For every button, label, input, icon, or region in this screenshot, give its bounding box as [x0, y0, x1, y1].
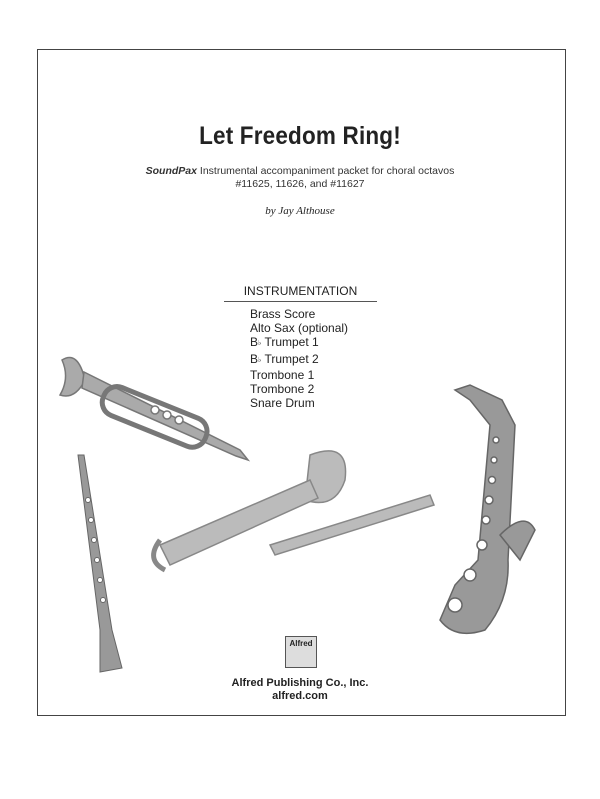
publisher-name: Alfred Publishing Co., Inc.	[231, 677, 369, 689]
flat-symbol: ♭	[258, 356, 262, 364]
instrument-label: Trumpet 1	[261, 335, 319, 350]
brand-name: SoundPax	[145, 165, 197, 177]
publisher-url[interactable]: alfred.com	[272, 690, 328, 702]
logo-text: Alfred	[289, 639, 313, 648]
instrument-label: Trombone 1	[250, 367, 315, 382]
saxophone-icon	[440, 385, 535, 633]
flat-symbol: ♭	[258, 340, 262, 348]
clarinet-icon	[78, 455, 122, 672]
alfred-logo	[285, 636, 317, 668]
key-prefix: B	[250, 335, 259, 350]
instrument-label: Snare Drum	[250, 396, 315, 411]
instrument-label: Trumpet 2	[261, 351, 319, 366]
page-title: Let Freedom Ring!	[199, 122, 401, 150]
instrument-label: Trombone 2	[250, 382, 315, 397]
trumpet-icon	[60, 358, 248, 461]
instrument-label: Brass Score	[250, 307, 316, 321]
key-prefix: B	[250, 351, 259, 366]
publisher	[0, 677, 600, 703]
subtitle-text: Instrumental accompaniment packet for choral octavos #11625, 11626, and #11627	[196, 165, 455, 190]
author: by Jay Althouse	[265, 205, 335, 217]
instrumentation-heading: INSTRUMENTATION	[224, 284, 377, 302]
instrument-label: Alto Sax (optional)	[250, 321, 349, 336]
trombone-icon	[154, 451, 434, 570]
